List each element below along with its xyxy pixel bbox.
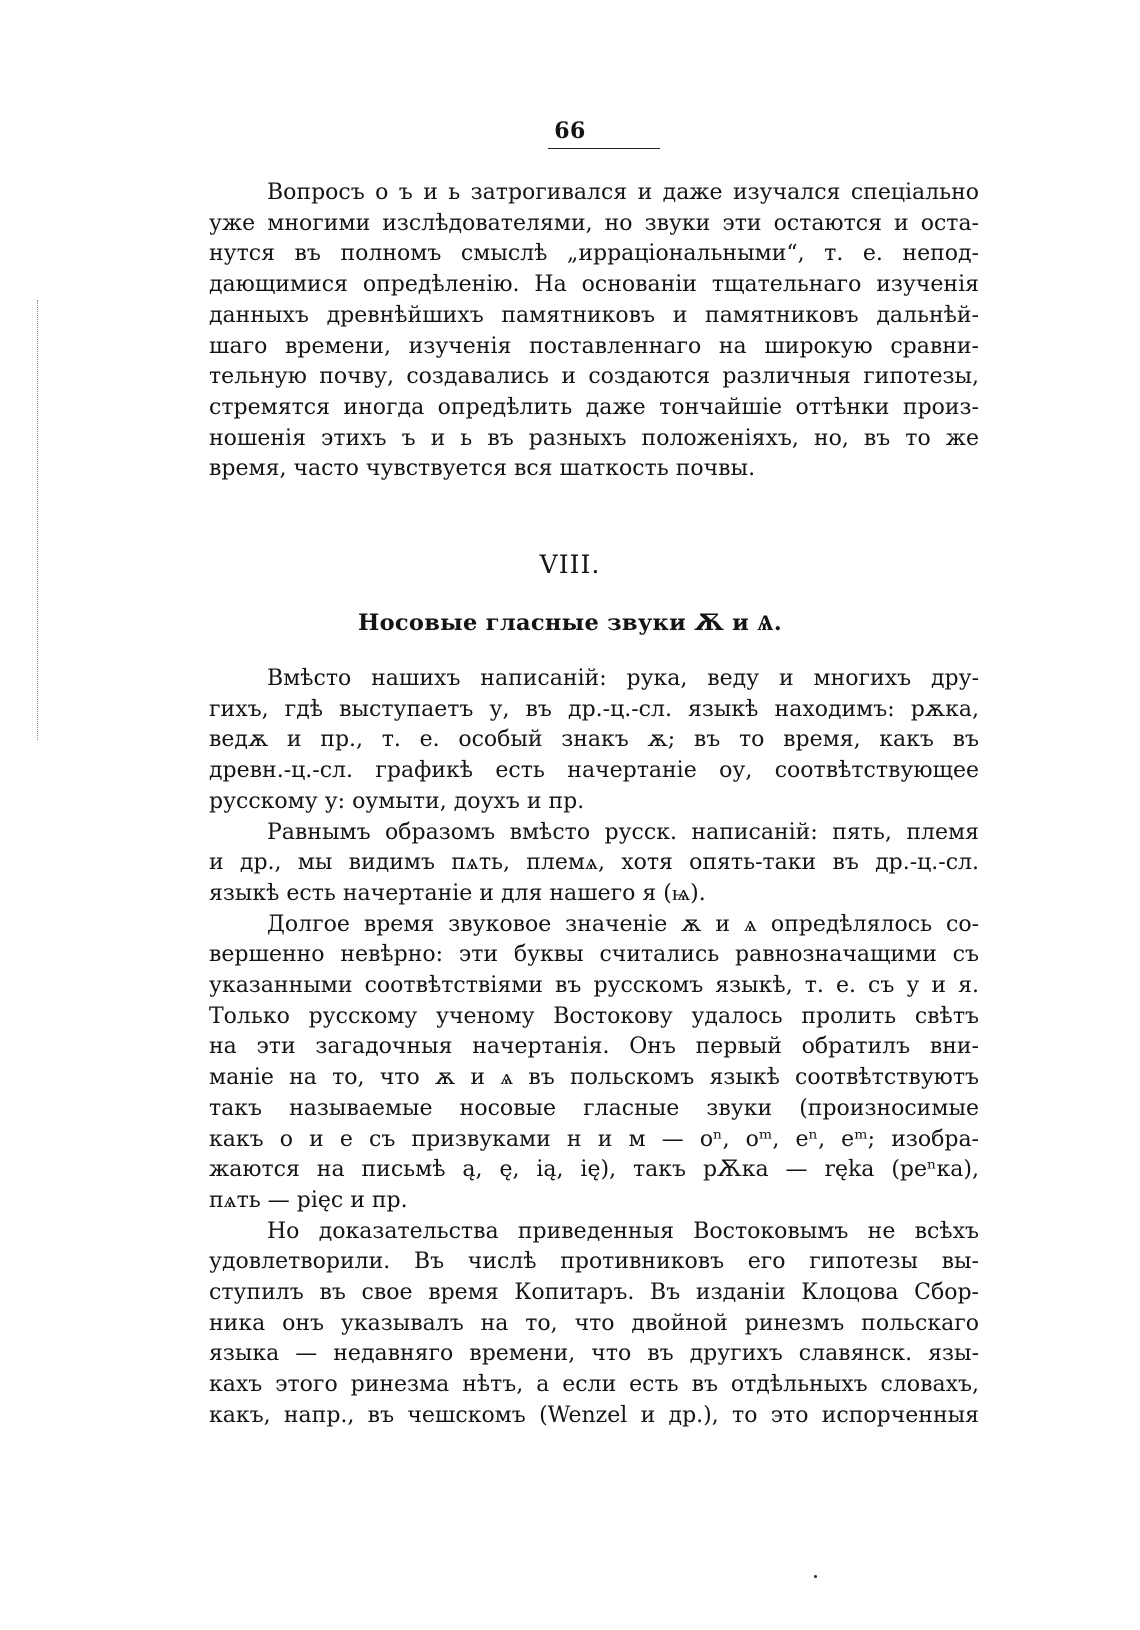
text-line: указанными соотвѣтствіями въ русскомъ языкѣ, т. е. съ у и я. bbox=[209, 973, 979, 999]
text-line: Но доказательства приведенныя Востоковымъ не всѣхъ bbox=[267, 1218, 979, 1244]
section-body bbox=[209, 664, 979, 1432]
text-line: древн.-ц.-сл. графикѣ есть начертаніе оу, соотвѣтствующее bbox=[209, 758, 979, 784]
text-line: языка — недавняго времени, что въ другихъ славянск. язы- bbox=[209, 1341, 979, 1367]
text-line: уже многими изслѣдователями, но звуки эти остаются и оста- bbox=[209, 210, 979, 236]
section-number: VIII. bbox=[539, 550, 601, 579]
section-title: Носовые гласные звуки Ѫ и Ѧ. bbox=[358, 610, 782, 636]
text-line: Только русскому ученому Востокову удалось пролить свѣтъ bbox=[209, 1003, 979, 1029]
text-line: и др., мы видимъ пѧть, племѧ, хотя опять-таки въ др.-ц.-сл. bbox=[209, 850, 979, 876]
text-line: удовлетворили. Въ числѣ противниковъ его гипотезы вы- bbox=[209, 1249, 979, 1275]
text-line: ника онъ указывалъ на то, что двойной ринезмъ польскаго bbox=[209, 1310, 979, 1336]
text-line: данныхъ древнѣйшихъ памятниковъ и памятниковъ дальнѣй- bbox=[209, 302, 979, 328]
text-line: Равнымъ образомъ вмѣсто русск. написаній: пять, племя bbox=[267, 819, 979, 845]
intro-paragraph bbox=[209, 178, 979, 485]
text-line: стремятся иногда опредѣлить даже тончайшіе оттѣнки произ- bbox=[209, 394, 979, 420]
text-line: гихъ, гдѣ выступаетъ у, въ др.-ц.-сл. языкѣ находимъ: рѫка, bbox=[209, 696, 979, 722]
margin-marks bbox=[37, 300, 40, 740]
text-line: шаго времени, изученія поставленнаго на широкую сравни- bbox=[209, 333, 979, 359]
text-line: маніе на то, что ѫ и ѧ въ польскомъ языкѣ соотвѣтствуютъ bbox=[209, 1065, 979, 1091]
text-line: языкѣ есть начертаніе и для нашего я (ѩ). bbox=[209, 880, 706, 906]
text-line: такъ называемые носовые гласные звуки (произносимые bbox=[209, 1095, 979, 1121]
text-line: пѧть — pięc и пр. bbox=[209, 1187, 408, 1213]
text-line: Вмѣсто нашихъ написаній: рука, веду и многихъ дру- bbox=[267, 666, 979, 691]
page-number: 66 bbox=[554, 118, 586, 144]
stray-ink-dot bbox=[814, 1575, 817, 1578]
text-line: какъ о и е съ призвуками н и м — оⁿ, оᵐ, еⁿ, еᵐ; изобра- bbox=[209, 1126, 979, 1152]
text-line: Вопросъ о ъ и ь затрогивался и даже изучался спеціально bbox=[267, 180, 979, 205]
text-line: жаются на письмѣ ą, ę, ią, ię), такъ рѪка — ręka (реⁿка), bbox=[209, 1157, 979, 1183]
text-line: ступилъ въ свое время Копитаръ. Въ изданіи Клоцова Сбор- bbox=[209, 1280, 979, 1306]
text-line: Долгое время звуковое значеніе ѫ и ѧ опредѣлялось со- bbox=[267, 911, 979, 937]
text-line: какъ, напр., въ чешскомъ (Wenzel и др.), то это испорченныя bbox=[209, 1402, 979, 1428]
text-line: ведѫ и пр., т. е. особый знакъ ѫ; въ то время, какъ въ bbox=[209, 727, 979, 753]
text-line: нутся въ полномъ смыслѣ „ирраціональными“, т. е. непод- bbox=[209, 241, 979, 267]
text-line: ношенія этихъ ъ и ь въ разныхъ положеніяхъ, но, въ то же bbox=[209, 425, 979, 451]
text-line: вершенно невѣрно: эти буквы считались равнозначащими съ bbox=[209, 942, 979, 968]
text-line: дающимися опредѣленію. На основаніи тщательнаго изученія bbox=[209, 272, 979, 298]
text-line: тельную почву, создавались и создаются различныя гипотезы, bbox=[209, 364, 979, 390]
text-line: время, часто чувствуется вся шаткость почвы. bbox=[209, 456, 756, 482]
page-number-rule bbox=[548, 148, 660, 149]
text-line: кахъ этого ринезма нѣтъ, а если есть въ отдѣльныхъ словахъ, bbox=[209, 1372, 979, 1398]
text-line: русскому у: оумыти, доухъ и пр. bbox=[209, 788, 585, 814]
text-line: на эти загадочныя начертанія. Онъ первый обратилъ вни- bbox=[209, 1034, 979, 1060]
